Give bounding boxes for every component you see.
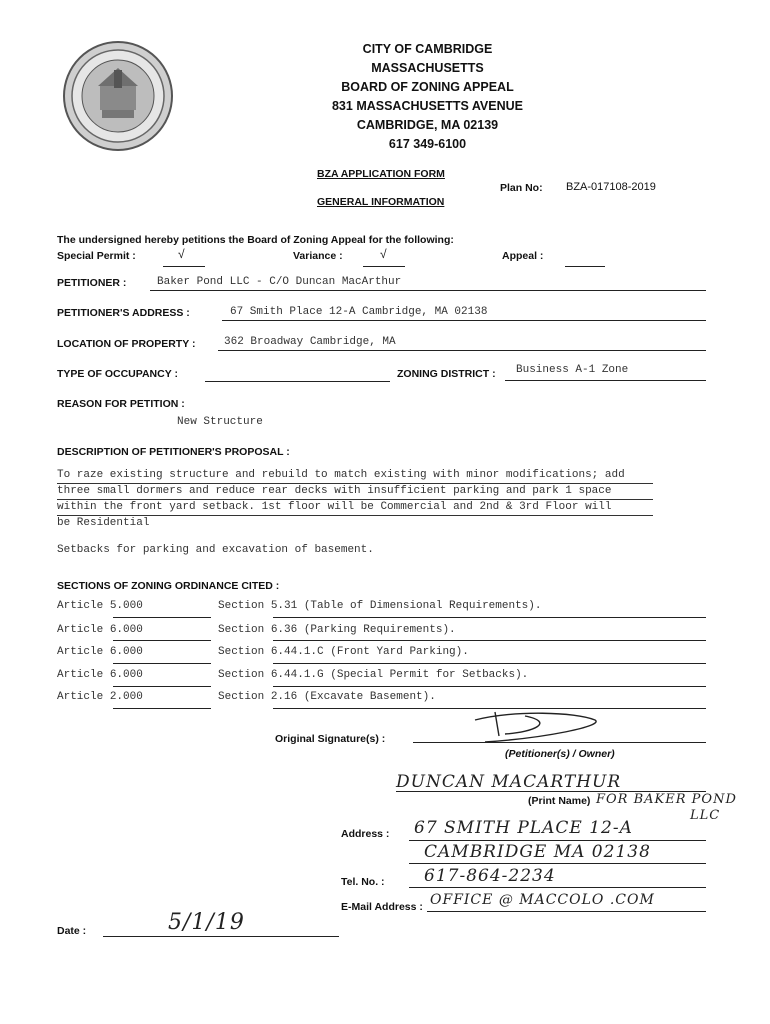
reason-label: REASON FOR PETITION : <box>57 398 185 410</box>
zoning-label: ZONING DISTRICT : <box>397 368 496 380</box>
location-line <box>218 350 706 351</box>
description-extra[interactable]: Setbacks for parking and excavation of basement. <box>57 544 374 556</box>
signature-scribble-icon <box>455 706 615 746</box>
board-phone: 617 349-6100 <box>388 137 467 151</box>
section-word: Section <box>218 669 265 681</box>
header-block <box>300 40 555 154</box>
sections-label: SECTIONS OF ZONING ORDINANCE CITED : <box>57 580 280 592</box>
address-line-1[interactable]: 67 SMITH PLACE 12-A <box>414 818 633 838</box>
article-row-2 <box>57 624 143 636</box>
article-row-1 <box>57 600 143 612</box>
appeal-label: Appeal : <box>502 250 544 262</box>
plan-no-label: Plan No: <box>500 182 543 194</box>
print-name-label: (Print Name) <box>528 795 591 807</box>
petitioner-address-line <box>222 320 706 321</box>
section-line-2 <box>273 640 706 641</box>
article-word: Article <box>57 691 104 703</box>
article-number[interactable]: 6.000 <box>109 624 143 636</box>
signature-line <box>413 742 706 743</box>
city-seal <box>62 40 174 152</box>
board-name: BOARD OF ZONING APPEAL <box>341 80 514 94</box>
board-street: 831 MASSACHUSETTS AVENUE <box>331 99 523 113</box>
special-permit-label: Special Permit : <box>57 250 136 262</box>
print-name-suffix-2[interactable]: LLC <box>690 808 721 823</box>
article-word: Article <box>57 600 104 612</box>
signature-drawing[interactable] <box>455 706 615 746</box>
section-row-3 <box>218 646 469 658</box>
signature-label: Original Signature(s) : <box>275 733 386 745</box>
email-line <box>427 911 706 912</box>
petitioner-value[interactable]: Baker Pond LLC - C/O Duncan MacArthur <box>157 276 402 288</box>
form-title: BZA APPLICATION FORM <box>317 168 445 180</box>
section-word: Section <box>218 624 265 636</box>
tel-line <box>409 887 706 888</box>
section-row-4 <box>218 669 528 681</box>
article-row-4 <box>57 669 143 681</box>
article-row-5 <box>57 691 143 703</box>
variance-label: Variance : <box>293 250 343 262</box>
article-line-1 <box>113 617 211 618</box>
tel-label: Tel. No. : <box>341 876 385 888</box>
article-line-4 <box>113 686 211 687</box>
section-text[interactable]: 2.16 (Excavate Basement). <box>270 691 436 703</box>
section-word: Section <box>218 691 265 703</box>
print-name-suffix[interactable]: FOR BAKER POND <box>596 792 737 807</box>
petitioner-address-value[interactable]: 67 Smith Place 12-A Cambridge, MA 02138 <box>230 306 488 318</box>
section-row-1 <box>218 600 541 612</box>
description-label: DESCRIPTION OF PETITIONER'S PROPOSAL : <box>57 446 290 458</box>
petitioner-address-label: PETITIONER'S ADDRESS : <box>57 307 190 319</box>
reason-value[interactable]: New Structure <box>177 416 263 428</box>
article-word: Article <box>57 669 104 681</box>
article-number[interactable]: 5.000 <box>109 600 143 612</box>
state-name: MASSACHUSETTS <box>371 61 484 75</box>
section-line-4 <box>273 686 706 687</box>
tel-value[interactable]: 617-864-2234 <box>424 866 556 886</box>
description-line-3: within the front yard setback. 1st floor will be Commercial and 2nd & 3rd Floor will <box>57 500 653 516</box>
zoning-line <box>505 380 706 381</box>
article-line-2 <box>113 640 211 641</box>
section-text[interactable]: 6.44.1.G (Special Permit for Setbacks). <box>270 669 529 681</box>
occupancy-line <box>205 381 390 382</box>
article-row-3 <box>57 646 143 658</box>
address-line-2[interactable]: CAMBRIDGE MA 02138 <box>424 842 651 862</box>
plan-no-value: BZA-017108-2019 <box>566 181 656 193</box>
location-label: LOCATION OF PROPERTY : <box>57 338 196 350</box>
variance-line <box>363 266 405 267</box>
print-name-handwritten[interactable]: DUNCAN MACARTHUR <box>396 772 622 792</box>
article-number[interactable]: 2.000 <box>109 691 143 703</box>
address-line-1-rule <box>409 840 706 841</box>
intro-text: The undersigned hereby petitions the Board of Zoning Appeal for the following: <box>57 234 454 246</box>
article-word: Article <box>57 646 104 658</box>
petitioner-label: PETITIONER : <box>57 277 127 289</box>
address-line-2-rule <box>409 863 706 864</box>
seal-icon <box>62 40 174 152</box>
address-label: Address : <box>341 828 390 840</box>
section-text[interactable]: 6.36 (Parking Requirements). <box>270 624 456 636</box>
date-line <box>103 936 339 937</box>
section-text[interactable]: 6.44.1.C (Front Yard Parking). <box>270 646 469 658</box>
description-line-4: be Residential <box>57 517 150 529</box>
description-line-1: To raze existing structure and rebuild to match existing with minor modifications; add <box>57 468 653 484</box>
section-word: Section <box>218 600 265 612</box>
date-label: Date : <box>57 925 87 937</box>
form-subtitle: GENERAL INFORMATION <box>317 196 445 208</box>
date-value[interactable]: 5/1/19 <box>168 910 245 935</box>
email-label: E-Mail Address : <box>341 901 423 913</box>
special-permit-check[interactable]: √ <box>178 247 185 261</box>
article-word: Article <box>57 624 104 636</box>
description-line-2: three small dormers and reduce rear decks with insufficient parking and park 1 space <box>57 484 653 500</box>
board-city: CAMBRIDGE, MA 02139 <box>356 118 499 132</box>
description-text[interactable] <box>57 468 653 531</box>
section-line-3 <box>273 663 706 664</box>
variance-check[interactable]: √ <box>380 247 387 261</box>
section-line-1 <box>273 617 706 618</box>
occupancy-label: TYPE OF OCCUPANCY : <box>57 368 178 380</box>
petitioner-line <box>150 290 706 291</box>
special-permit-line <box>163 266 205 267</box>
section-row-2 <box>218 624 456 636</box>
article-line-3 <box>113 663 211 664</box>
city-name: CITY OF CAMBRIDGE <box>362 42 493 56</box>
article-number[interactable]: 6.000 <box>109 669 143 681</box>
appeal-line <box>565 266 605 267</box>
section-text[interactable]: 5.31 (Table of Dimensional Requirements). <box>270 600 542 612</box>
section-word: Section <box>218 646 265 658</box>
signature-caption: (Petitioner(s) / Owner) <box>505 748 615 760</box>
article-number[interactable]: 6.000 <box>109 646 143 658</box>
email-value[interactable]: OFFICE @ MACCOLO .COM <box>430 892 655 908</box>
zoning-value[interactable]: Business A-1 Zone <box>516 364 629 376</box>
section-row-5 <box>218 691 436 703</box>
location-value[interactable]: 362 Broadway Cambridge, MA <box>224 336 396 348</box>
article-line-5 <box>113 708 211 709</box>
